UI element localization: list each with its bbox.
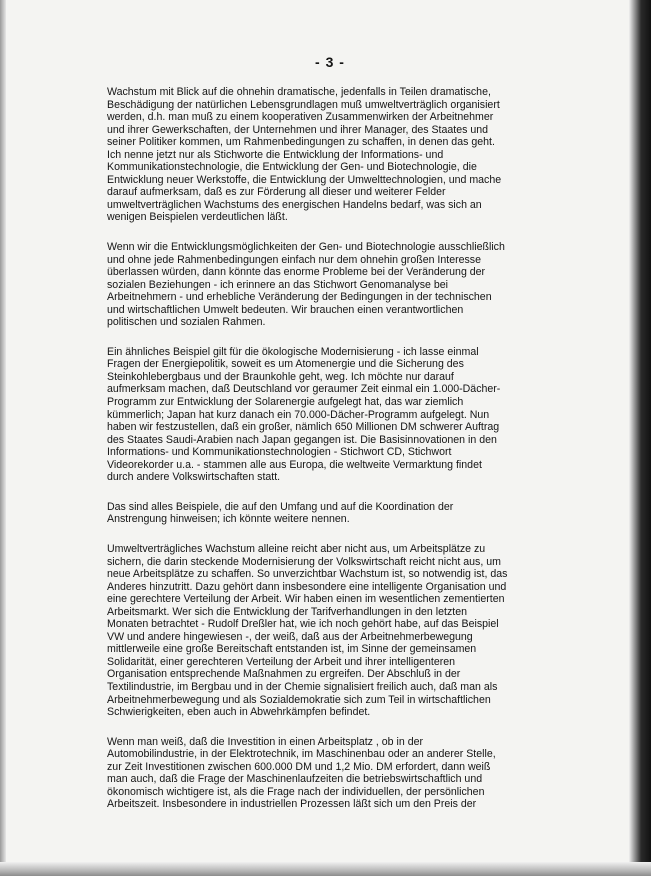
text-line: Wenn man weiß, daß die Investition in einen Arbeitsplatz , ob in der: [107, 735, 424, 748]
text-line: Organisation entsprechende Maßnahmen zu ergreifen. Der Abschluß in der: [107, 668, 461, 681]
text-line: Programm zur Entwicklung der Solarenergie aufgelegt hat, das war ziemlich: [107, 396, 464, 409]
text-line: des Staates Saudi-Arabien nach Japan gegangen ist. Die Basisinnovationen in den: [107, 433, 497, 446]
scan-right-edge: [629, 0, 651, 876]
text-line: neue Arbeitsplätze zu schaffen. So unverzichtbar Wachstum ist, so notwendig ist, das: [107, 568, 508, 581]
text-line: Wenn wir die Entwicklungsmöglichkeiten der Gen- und Biotechnologie ausschließlich: [107, 241, 505, 254]
text-line: Textilindustrie, im Bergbau und in der Chemie signalisiert freilich auch, daß man als: [107, 680, 498, 693]
text-line: Schwierigkeiten, eben auch in Abwehrkämpfen befindet.: [107, 706, 371, 719]
paragraph: [107, 86, 524, 224]
text-line: Anderes hinzutritt. Dazu gehört dann insbesondere eine intelligente Organisation und: [107, 580, 507, 593]
text-line: Anstrengung hinweisen; ich könnte weitere nennen.: [107, 513, 350, 526]
text-line: Arbeitszeit. Insbesondere in industriellen Prozessen läßt sich um den Preis der: [107, 798, 477, 811]
paragraph: [107, 736, 524, 811]
text-line: Solidarität, einer gerechteren Verteilung der Arbeit und ihrer intelligenteren: [107, 655, 456, 668]
text-line: sozialen Beziehungen - ich erinnere an das Stichwort Genomanalyse bei: [107, 278, 448, 291]
text-line: mittlerweile eine große Bereitschaft entstanden ist, im Sinne der gemeinsamen: [107, 643, 477, 656]
text-line: Kommunikationstechnologie, die Entwicklung der Gen- und Biotechnologie, die: [107, 161, 477, 174]
text-line: ökonomisch wichtigere ist, als die Frage nach der individuellen, der persönlichen: [107, 785, 485, 798]
text-line: Beschädigung der natürlichen Lebensgrundlagen muß umweltverträglich organisiert: [107, 98, 500, 111]
scan-bottom-edge: [0, 862, 651, 876]
text-line: Umweltverträgliches Wachstum alleine reicht aber nicht aus, um Arbeitsplätze zu: [107, 542, 486, 555]
text-line: Informations- und Kommunikationstechnologien - Stichwort CD, Stichwort: [107, 446, 452, 459]
text-line: Ein ähnliches Beispiel gilt für die ökologische Modernisierung - ich lasse einmal: [107, 345, 479, 358]
paragraph: [107, 346, 524, 484]
text-line: werden, d.h. man muß zu einem kooperativen Zusammenwirken der Arbeitnehmer: [107, 111, 494, 124]
paragraph: [107, 501, 524, 526]
paragraph: [107, 241, 524, 329]
text-line: Entwicklung neuer Werkstoffe, die Entwicklung der Umwelttechnologien, und mache: [107, 173, 502, 186]
text-line: Steinkohlebergbaus und der Braunkohle geht, weg. Ich möchte nur darauf: [107, 370, 454, 383]
text-line: haben wir festzustellen, daß ein großer, nämlich 650 Millionen DM schwerer Auftrag: [107, 421, 500, 434]
text-line: aufmerksam machen, daß Deutschland vor geraumer Zeit einmal ein 1.000-Dächer-: [107, 383, 501, 396]
text-line: Fragen der Energiepolitik, soweit es um Atomenergie und die Sicherung des: [107, 358, 464, 371]
text-line: Das sind alles Beispiele, die auf den Umfang und auf die Koordination der: [107, 500, 454, 513]
text-line: eine gerechtere Verteilung der Arbeit. Wir haben einen im wesentlichen zementierten: [107, 593, 505, 606]
text-line: wenigen Beispielen verdeutlichen läßt.: [107, 211, 288, 224]
text-line: Videorekorder u.a. - stammen alle aus Europa, die weltweite Vermarktung findet: [107, 458, 482, 471]
text-line: Wachstum mit Blick auf die ohnehin dramatische, jedenfalls in Teilen dramatische,: [107, 86, 491, 98]
text-line: umweltverträglichen Wachstums des energischen Handelns bedarf, was sich an: [107, 198, 482, 211]
text-line: überlassen würden, dann könnte das enorme Probleme bei der Veränderung der: [107, 266, 486, 279]
text-line: und ohne jede Rahmenbedingungen einfach nur dem ohnehin großen Interesse: [107, 253, 481, 266]
text-line: Automobilindustrie, in der Elektrotechnik, im Maschinenbau oder an anderer Stelle,: [107, 748, 496, 761]
text-line: kümmerlich; Japan hat kurz danach ein 70.000-Dächer-Programm aufgelegt. Nun: [107, 408, 490, 421]
text-line: VW und andere hingewiesen -, der weiß, daß aus der Arbeitnehmerbewegung: [107, 630, 473, 643]
text-line: Arbeitnehmern - und erhebliche Veränderung der Bedingungen in der technischen: [107, 291, 492, 304]
paragraph: [107, 543, 524, 719]
text-line: darauf aufmerksam, daß es zur Förderung all dieser und weiterer Felder: [107, 186, 446, 199]
text-line: Arbeitnehmerbewegung und als Sozialdemokratie sich zum Teil in wirtschaftlichen: [107, 693, 491, 706]
text-line: Monaten betrachtet - Rudolf Dreßler hat, wie ich noch gehört habe, auf das Beispiel: [107, 618, 499, 631]
text-line: Ich nenne jetzt nur als Stichworte die Entwicklung der Informations- und: [107, 148, 444, 161]
text-line: politischen und sozialen Rahmen.: [107, 316, 266, 329]
text-line: zur Zeit Investitionen zwischen 600.000 DM und 1,2 Mio. DM erfordert, dann weiß: [107, 760, 491, 773]
document-body: [107, 86, 524, 828]
page-number: - 3 -: [315, 54, 345, 70]
text-line: durch andere Volkswirtschaften statt.: [107, 471, 281, 484]
text-line: Arbeitsmarkt. Wer sich die Entwicklung der Tarifverhandlungen in den letzten: [107, 605, 467, 618]
text-line: man auch, daß die Frage der Maschinenlaufzeiten die betriebswirtschaftlich und: [107, 773, 483, 786]
text-line: seiner Politiker kommen, um Rahmenbedingungen zu schaffen, in denen das geht.: [107, 136, 495, 149]
text-line: und wirtschaftlichen Umwelt bedeuten. Wir brauchen einen verantwortlichen: [107, 303, 464, 316]
text-line: sichern, die darin steckende Modernisierung der Volkswirtschaft reicht nicht aus, um: [107, 555, 501, 568]
text-line: und ihrer Gewerkschaften, der Unternehmen und ihrer Manager, des Staates und: [107, 123, 489, 136]
